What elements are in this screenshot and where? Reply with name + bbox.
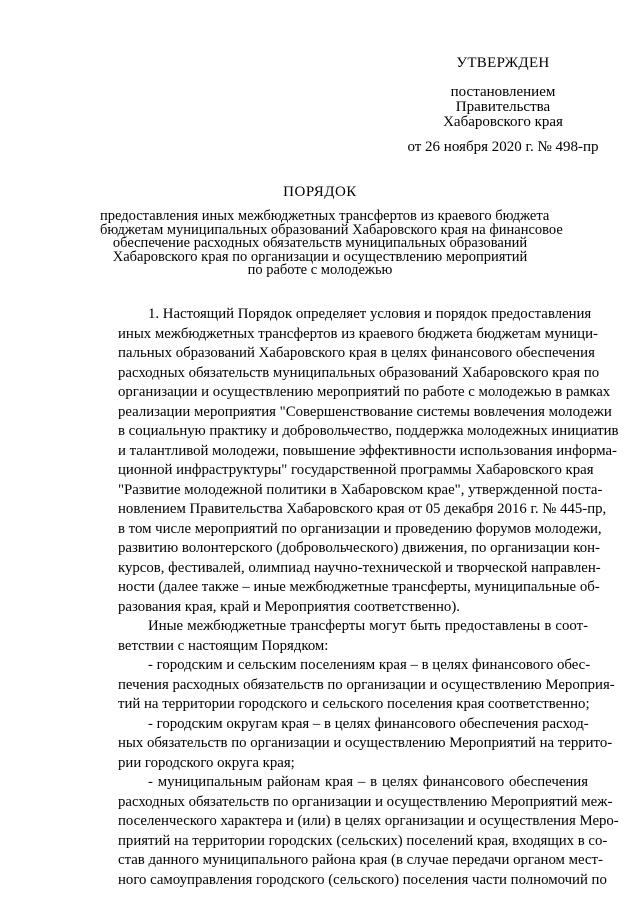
body-line: ного самоуправления городского (сельского) поселения части полномочий по bbox=[118, 871, 607, 888]
body-line: расходных обязательств по организации и осуществлению Мероприятий меж- bbox=[118, 793, 613, 810]
body-line: - муниципальным районам края – в целях финансового обеспечения bbox=[148, 774, 588, 790]
body-line: - городским и сельским поселениям края – в целях финансового обес- bbox=[148, 657, 591, 673]
approval-title: УТВЕРЖДЕН bbox=[456, 55, 550, 71]
subtitle-line: по работе с молодежью bbox=[247, 262, 393, 278]
body-line: приятий на территории городских (сельских) поселений края, входящих в со- bbox=[118, 832, 608, 849]
body-line: поселенческого характера и (или) в целях организации и осуществления Меро- bbox=[118, 813, 619, 829]
body-line: - городским округам края – в целях финансового обеспечения расход- bbox=[148, 715, 589, 732]
body-line: новлением Правительства Хабаровского края от 05 декабря 2016 г. № 445-пр, bbox=[118, 501, 607, 517]
body-line: печения расходных обязательств по организации и осуществлению Мероприя- bbox=[118, 676, 615, 693]
body-line: развитию волонтерского (добровольческого) движения, по организации кон- bbox=[118, 540, 600, 556]
approval-stamp bbox=[398, 56, 608, 155]
body-line: рии городского округа края; bbox=[118, 754, 295, 771]
approval-date: от 26 ноября 2020 г. № 498-пр bbox=[407, 139, 599, 155]
body-line: разования края, край и Мероприятия соответственно). bbox=[118, 598, 460, 615]
document-subtitle bbox=[100, 208, 563, 278]
subtitle-line: предоставления иных межбюджетных трансфертов из краевого бюджета bbox=[100, 208, 550, 224]
approval-line-1: постановлением bbox=[450, 84, 556, 100]
subtitle-line: обеспечение расходных обязательств муниципальных образований bbox=[112, 235, 528, 251]
approval-line-2: Правительства bbox=[455, 99, 551, 115]
body-line: организации и осуществлению мероприятий по работе с молодежью в рамках bbox=[118, 384, 611, 400]
document-title: ПОРЯДОК bbox=[283, 184, 357, 200]
body-line: ционной инфраструктуры" государственной программы Хабаровского края bbox=[118, 462, 594, 478]
body-line: курсов, фестивалей, олимпиад научно-технической и творческой направлен- bbox=[118, 559, 601, 576]
body-line: тий на территории городского и сельского поселения края соответственно; bbox=[118, 696, 590, 712]
body-line: ветствии с настоящим Порядком: bbox=[118, 637, 329, 654]
body-line: Иные межбюджетные трансферты могут быть предоставлены в соот- bbox=[148, 618, 588, 634]
subtitle-line: бюджетам муниципальных образований Хабаровского края на финансовое bbox=[100, 221, 563, 238]
body-line: пальных образований Хабаровского края в целях финансового обеспечения bbox=[118, 345, 595, 361]
body-line: иных межбюджетных трансфертов из краевого бюджета бюджетам муници- bbox=[118, 325, 598, 342]
subtitle-line: Хабаровского края по организации и осуществлению мероприятий bbox=[112, 248, 528, 265]
body-line: став данного муниципального района края (в случае передачи органом мест- bbox=[118, 852, 603, 868]
body-line: реализации мероприятия "Совершенствование системы вовлечения молодежи bbox=[118, 403, 612, 420]
body-line: расходных обязательств муниципальных образований Хабаровского края по bbox=[118, 364, 600, 381]
body-line: и талантливой молодежи, повышение эффективности использования информа- bbox=[118, 442, 617, 459]
body-line: 1. Настоящий Порядок определяет условия и порядок предоставления bbox=[148, 306, 592, 322]
body-line: в социальную практику и добровольчество, поддержка молодежных инициатив bbox=[118, 423, 619, 439]
body-line: в том числе мероприятий по организации и проведению форумов молодежи, bbox=[118, 520, 602, 537]
body-line: ности (далее также – иные межбюджетные трансферты, муниципальные об- bbox=[118, 579, 600, 595]
document-body bbox=[118, 305, 619, 890]
body-line: "Развитие молодежной политики в Хабаровском крае", утвержденной поста- bbox=[118, 481, 603, 498]
approval-line-3: Хабаровского края bbox=[443, 114, 563, 130]
body-line: ных обязательств по организации и осуществлению Мероприятий на террито- bbox=[118, 735, 613, 751]
